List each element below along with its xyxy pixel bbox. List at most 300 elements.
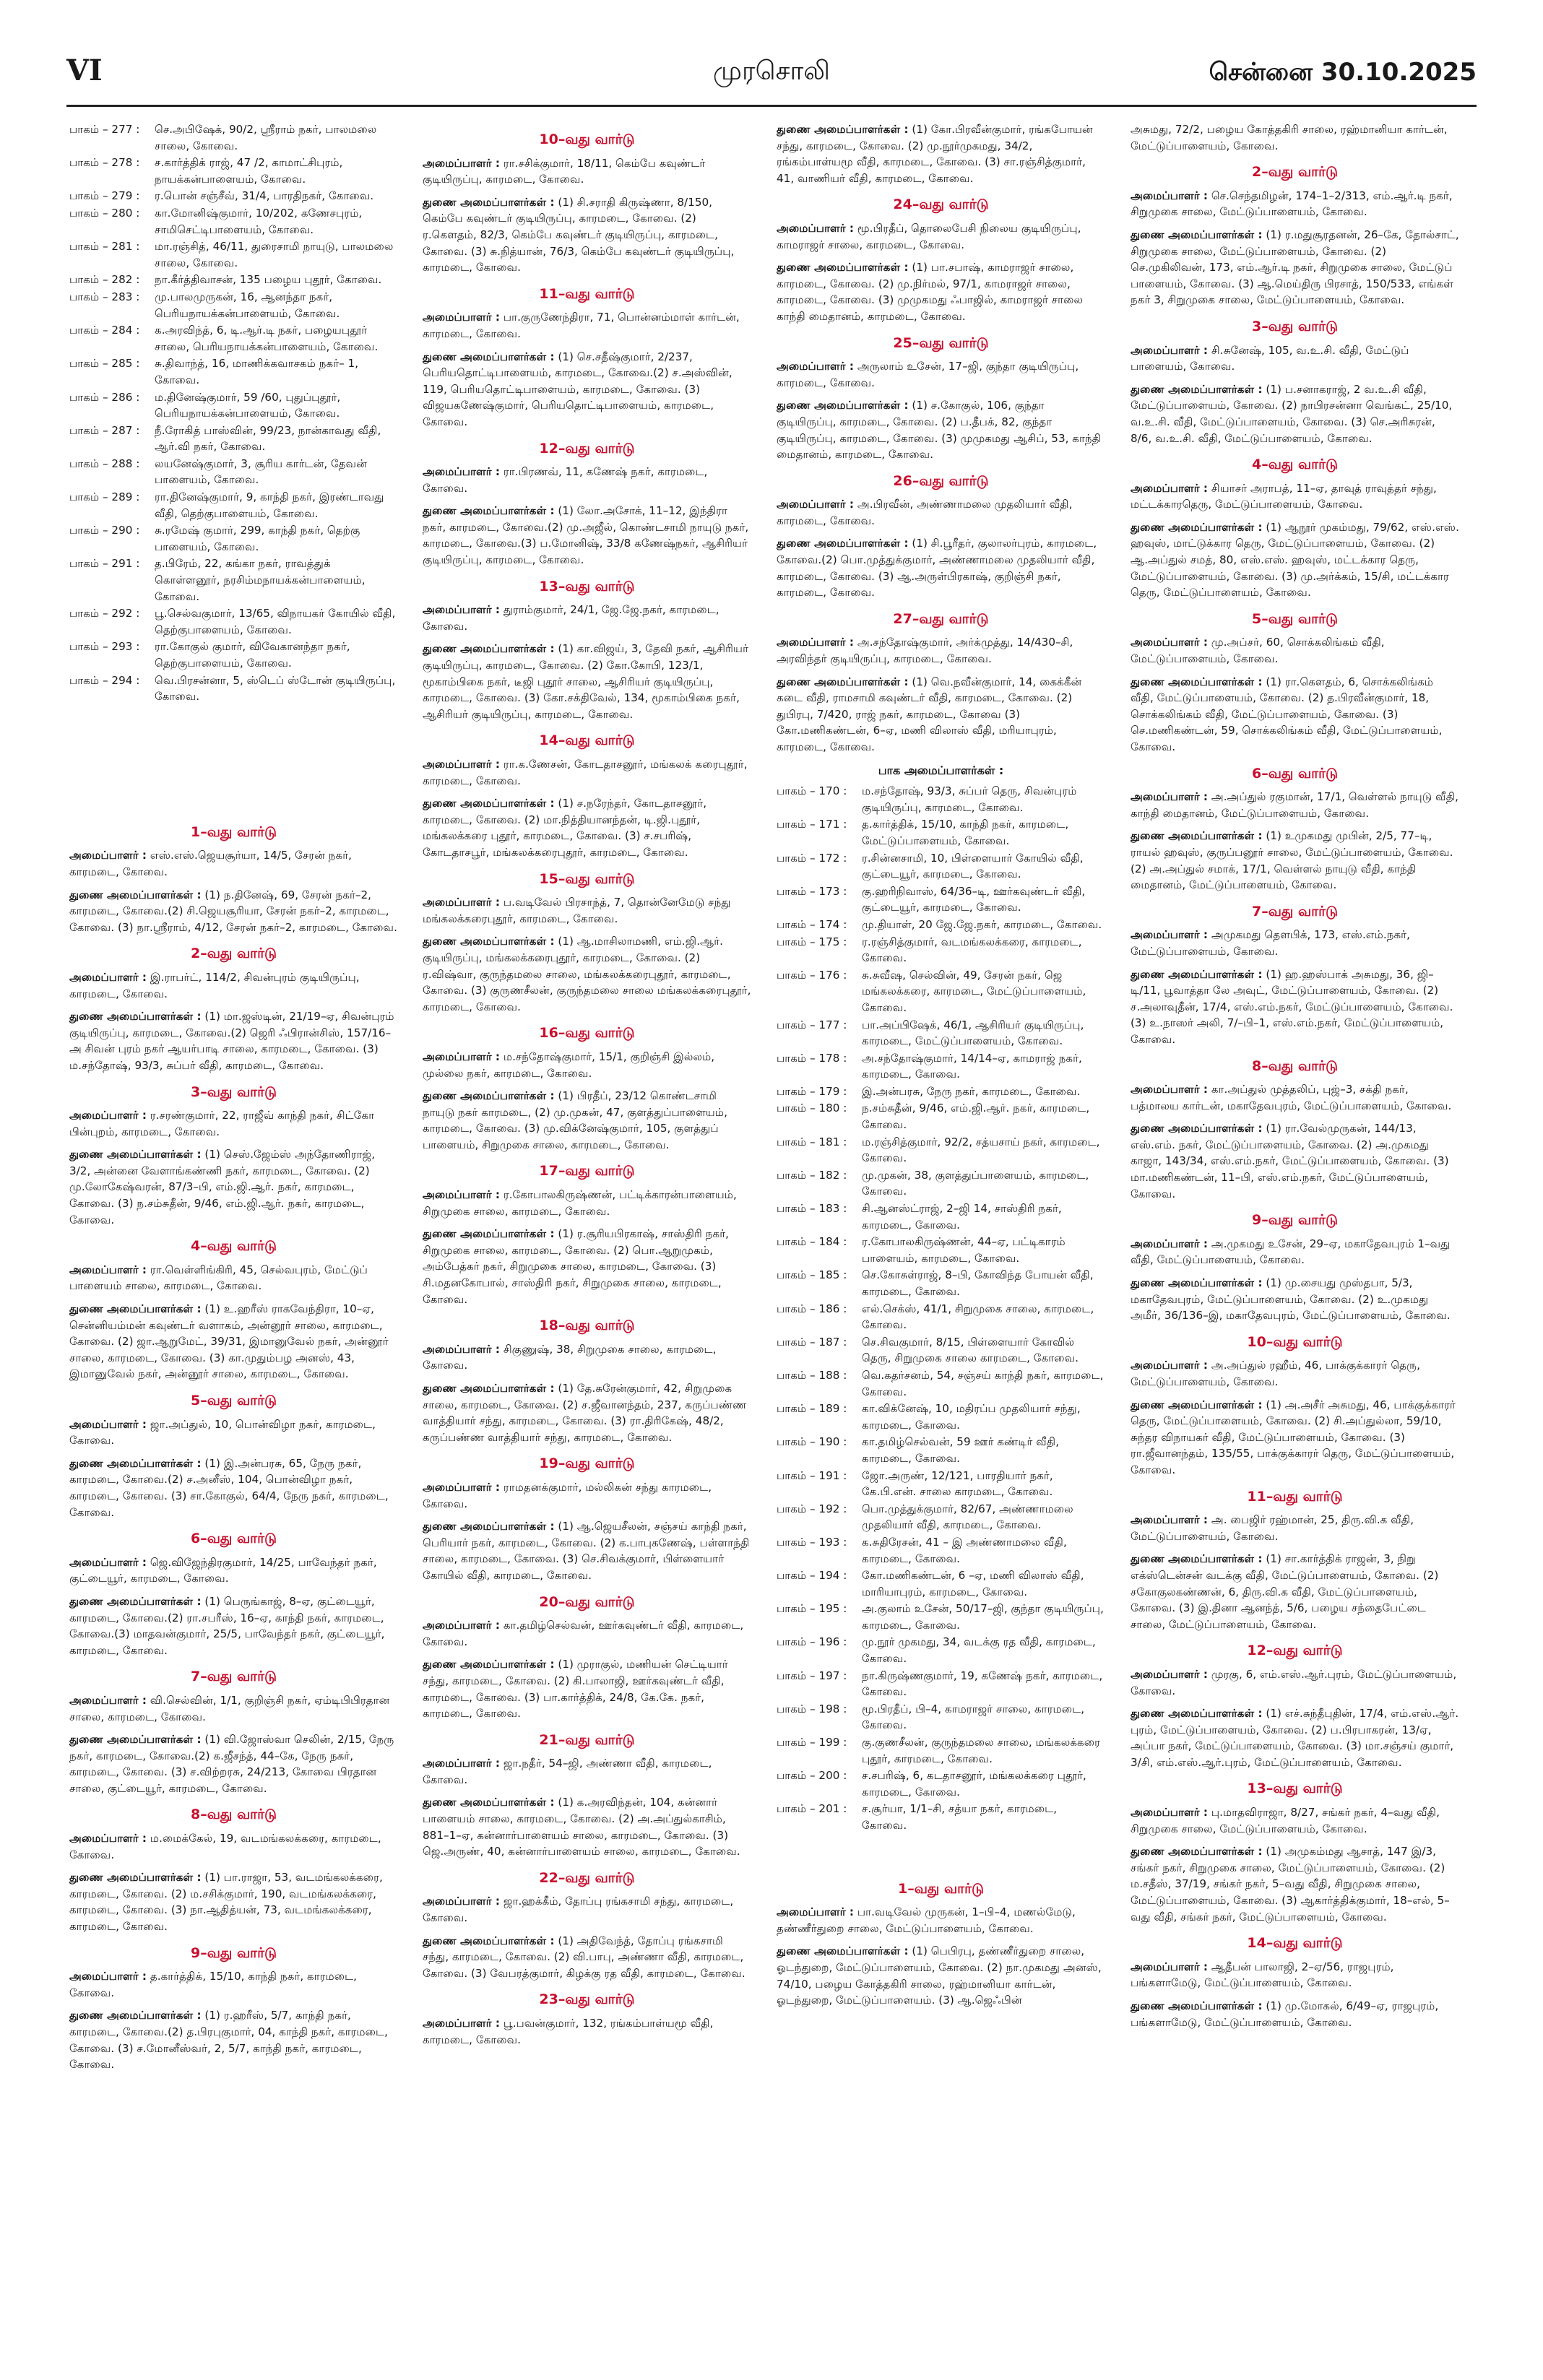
deputy-details: (1) ஆ.மாசிலாமணி, எம்.ஜி.ஆர். குடியிருப்பு, மங்கலக்கரைபுதூர், காரமடை, கோவை. (2) ர.விஷ்வா, குருந்தமலை சாலை, மங்கலக்கரைபுதூர், காரமடை, கோவை. (3) குருணசீலன், குருந்தமலை சாலை மங்கலக்கரைபுதூர், காரமடை, கோவை. — [423, 935, 751, 1013]
booth-entry — [777, 1534, 1105, 1567]
deputy-label: துணை அமைப்பாளர்கள் : — [1131, 1707, 1263, 1721]
organizer-label: அமைப்பாளர் : — [423, 1342, 501, 1356]
deputy-label: துணை அமைப்பாளர்கள் : — [1131, 382, 1263, 396]
deputy-details: (1) ரா.கௌதம், 6, சொக்கலிங்கம் வீதி, மேட்டுப்பாளையம், கோவை. (2) த.பிரவீன்குமார், 18, சொக்கலிங்கம் வீதி, மேட்டுப்பாளையம், கோவை. (3) செ.மணிகண்டன், 59, சொக்கலிங்கம் வீதி, மேட்டுப்பாளையம், கோவை. — [1131, 675, 1443, 753]
organizer-line — [69, 1107, 398, 1140]
booth-holder: கா.மோனிஷ்குமார், 10/202, கணேசபுரம், சாமிசெட்டிபாளையம், கோவை. — [155, 206, 363, 236]
organizer-line — [1131, 188, 1459, 220]
organizer-label: அமைப்பாளர் : — [423, 1050, 501, 1063]
organizer-details: பூ.பவன்குமார், 132, ரங்கம்பாள்யமூ வீதி, காரமடை, கோவை. — [423, 2017, 714, 2046]
organizer-line — [423, 309, 751, 342]
booth-number: பாகம் – 173 : — [777, 884, 847, 898]
organizer-details: சி.சுனேஷ், 105, வ.உ.சி. வீதி, மேட்டுப் பாளையம், கோவை. — [1131, 343, 1409, 373]
organizer-label: அமைப்பாளர் : — [69, 1417, 147, 1431]
organizer-label: அமைப்பாளர் : — [423, 758, 501, 771]
deputy-details: (1) சி.சராதி கிருஷ்ணா, 8/150, கெம்பே கவுண்டர் குடியிருப்பு, காரமடை, கோவை. (2) ர.கௌதம், 82/3, கெம்பே கவுண்டர் குடியிருப்பு, காரமடை, கோவை. (3) சு.நித்யான், 76/3, கெம்பே கவுண்டர் குடியிருப்பு, காரமடை, கோவை. — [423, 195, 735, 274]
booth-number: பாகம் – 290 : — [69, 524, 140, 537]
organizer-line — [1131, 1512, 1459, 1544]
ward-heading: 1–வது வார்டு — [898, 1880, 984, 1897]
organizer-line — [423, 1049, 751, 1081]
booth-holder: ர.கோபாலகிருஷ்ணன், 44–ஏ, பட்டிகாரம் பாளையம், காரமடை, கோவை. — [862, 1235, 1066, 1265]
organizer-details: ஜா.நதீர், 54–ஜி, அண்ணா வீதி, காரமடை, கோவை. — [423, 1757, 712, 1786]
deputy-label: துணை அமைப்பாளர்கள் : — [1131, 1552, 1263, 1566]
booth-entry — [69, 555, 398, 605]
organizer-details: பா.குருணேந்திரா, 71, பொன்னம்மாள் கார்டன், காரமடை, கோவை. — [423, 311, 740, 340]
city-date: சென்னை 30.10.2025 — [1209, 58, 1477, 87]
deputy-label: துணை அமைப்பாளர்கள் : — [69, 1456, 202, 1470]
ward-heading: 5–வது வார்டு — [1252, 610, 1338, 627]
booth-holder: சு.திவாந்த், 16, மாணிக்கவாசகம் நகர்– 1, கோவை. — [155, 357, 359, 386]
booth-holder: சி.ஆனஸ்ட்ராஜ், 2–ஜி 14, சாஸ்திரி நகர், காரமடை, கோவை. — [862, 1202, 1062, 1232]
organizer-line — [69, 969, 398, 1002]
ward-heading: 10–வது வார்டு — [539, 131, 635, 147]
deputy-details: (1) கா.விஜய், 3, தேவி நகர், ஆசிரியர் குடியிருப்பு, காரமடை, கோவை. (2) கோ.கோபி, 123/1, மூகாம்பிகை நகர், டீஜி புதூர் சாலை, ஆசிரியர் குடியிருப்பு, காரமடை, கோவை. (3) கோ.சக்திவேல், 134, மூகாம்பிகை நகர், ஆசிரியர் குடியிருப்பு, காரமடை, கோவை. — [423, 642, 749, 721]
deputy-organizers-line — [423, 1518, 751, 1583]
organizer-label: அமைப்பாளர் : — [69, 1970, 147, 1983]
organizer-details: ரா.சசிக்குமார், 18/11, கெம்பே கவுண்டர் குடியிருப்பு, காரமடை, கோவை. — [423, 156, 706, 186]
booth-number: பாகம் – 190 : — [777, 1435, 847, 1449]
booth-entry — [69, 155, 398, 187]
organizer-line — [69, 847, 398, 880]
organizer-label: அமைப்பாளர் : — [1131, 1513, 1209, 1527]
ward-heading: 14–வது வார்டு — [1247, 1935, 1343, 1952]
deputy-details: (1) இ.அன்பரசு, 65, நேரு நகர், காரமடை, கோவை.(2) ச.அனீஸ், 104, பொன்விழா நகர், காரமடை, கோவை. (3) சா.கோகுல், 64/4, நேரு நகர், காரமடை, கோவை. — [69, 1456, 389, 1519]
organizer-details: அ.அப்துல் ரஹீம், 46, பாக்குக்காரர் தெரு, மேட்டுப்பாளையம், கோவை. — [1131, 1359, 1420, 1388]
organizer-details: சியாசர் அராபத், 11–ஏ, தாவுத் ராவுத்தர் சந்து, மட்டக்காரதெரு, மேட்டுப்பாளையம், கோவை. — [1131, 481, 1437, 511]
deputy-organizers-line — [423, 795, 751, 860]
organizer-label: அமைப்பாளர் : — [423, 311, 501, 324]
deputy-label: துணை அமைப்பாளர்கள் : — [69, 1594, 202, 1608]
column-3 — [777, 121, 1105, 2353]
booth-holder: லயனேஷ்குமார், 3, சூரிய கார்டன், தேவன் பாளையம், கோவை. — [155, 456, 367, 487]
deputy-organizers-line — [423, 194, 751, 276]
deputy-label: துணை அமைப்பாளர்கள் : — [777, 537, 909, 550]
booth-entry — [777, 1601, 1105, 1633]
organizer-details: அ.அப்துல் ரகுமான், 17/1, வெள்ளல் நாயுடு வீதி, காந்தி மைதானம், மேட்டுப்பாளையம், கோவை. — [1131, 790, 1458, 820]
deputy-label: துணை அமைப்பாளர்கள் : — [1131, 1845, 1263, 1858]
booth-holder: ச.சூர்யா, 1/1–சி, சத்யா நகர், காரமடை, கோவை. — [862, 1802, 1058, 1832]
deputy-label: துணை அமைப்பாளர்கள் : — [423, 1520, 555, 1533]
deputy-label: துணை அமைப்பாளர்கள் : — [1131, 1122, 1263, 1135]
organizer-label: அமைப்பாளர் : — [1131, 1237, 1209, 1250]
organizer-line — [1131, 789, 1459, 821]
booth-entry — [777, 1468, 1105, 1500]
booth-entry — [777, 1434, 1105, 1466]
deputy-label: துணை அமைப்பாளர்கள் : — [423, 935, 555, 948]
deputy-organizers-line — [1131, 381, 1459, 446]
booth-number: பாகம் – 285 : — [69, 357, 140, 371]
organizer-line — [1131, 1236, 1459, 1268]
deputy-details: (1) சி.பூரீதர், குலாலர்புரம், காரமடை, கோவை.(2) பொ.முத்துக்குமார், அண்ணாமலை முதலியார் வீதி, காரமடை, கோவை. (3) ஆ.அருள்பிரகாஷ், குறிஞ்சி நகர், காரமடை, கோவை. — [777, 537, 1097, 600]
booth-entry — [69, 423, 398, 455]
deputy-details: (1) பெபிரபு, தண்ணீர்துறை சாலை, ஓடந்துறை, மேட்டுப்பாளையம், கோவை. (2) நா.முகமது அனஸ், 74/10, பழைய கோத்தகிரி சாலை, ரஹ்மானியா கார்டன், ஓடந்துறை, மேட்டுப்பாளையம். (3) ஆ.ஜெஃபின் — [777, 1944, 1102, 2007]
booth-number: பாகம் – 183 : — [777, 1202, 847, 1216]
booth-holder: செ.சிவகுமார், 8/15, பிள்ளையார் கோவில் தெரு, சிறுமுகை சாலை காரமடை, கோவை. — [862, 1335, 1079, 1365]
booth-number: பாகம் – 179 : — [777, 1084, 847, 1098]
deputy-organizers-line — [1131, 1397, 1459, 1479]
deputy-details: (1) ர.சூரியபிரகாஷ், சாஸ்திரி நகர், சிறுமுகை சாலை, காரமடை, கோவை. (2) பொ.ஆறுமுகம், அம்பேத்கர் நகர், சிறுமுகை சாலை, காரமடை, கோவை. (3) சி.மதனகோபால், சாஸ்திரி நகர், சிறுமுகை சாலை, காரமடை, கோவை. — [423, 1227, 730, 1306]
ward-heading: 21–வது வார்டு — [539, 1731, 635, 1748]
ward-heading: 12–வது வார்டு — [1247, 1643, 1343, 1659]
organizer-details: அ. பைஜிர் ரஹ்மான், 25, திரு.வி.க வீதி, மேட்டுப்பாளையம், கோவை. — [1131, 1513, 1414, 1543]
booth-entry — [777, 1634, 1105, 1666]
booth-holder: கு.குணசீலன், குருந்தமலை சாலை, மங்கலக்கரை புதூர், காரமடை, கோவை. — [862, 1736, 1100, 1765]
booth-number: பாகம் – 192 : — [777, 1502, 847, 1515]
organizer-line — [423, 1341, 751, 1374]
booth-holder: செ.கோசுள்ராஜ், 8–பி, கோவிந்த போயன் வீதி, காரமடை, கோவை. — [862, 1268, 1094, 1298]
booth-entry — [777, 1050, 1105, 1083]
booth-entry — [777, 1017, 1105, 1050]
deputy-details: (1) அ.அசீர் அசுமது, 46, பாக்குக்காரர் தெரு, மேட்டுப்பாளையம், கோவை. (2) சி.அப்துல்லா, 59/10, சுந்தர விநாயகர் வீதி, மேட்டுப்பாளையம், கோவை. (3) ரா.ஜீவானந்தம், 135/55, பாக்குக்காரர் தெரு, மேட்டுப்பாளையம், கோவை. — [1131, 1398, 1456, 1476]
booth-entry — [777, 1701, 1105, 1734]
deputy-organizers-line — [423, 503, 751, 568]
masthead — [0, 0, 1543, 94]
organizer-label: அமைப்பாளர் : — [423, 465, 501, 479]
deputy-label: துணை அமைப்பாளர்கள் : — [1131, 520, 1263, 534]
booth-holder: நா.கீர்த்திவாசன், 135 பழைய புதூர், கோவை. — [155, 273, 382, 287]
column-2 — [423, 121, 751, 2353]
booth-organizers-heading: பாக அமைப்பாளர்கள் : — [878, 763, 1004, 777]
booth-number: பாகம் – 284 : — [69, 324, 140, 337]
deputy-details: (1) மா.ஜஸ்டின், 21/19–ஏ, சிவன்புரம் குடியிருப்பு, காரமடை, கோவை.(2) ஜெரி ஃபிரான்சிஸ், 157/16–அ சிவன் புரம் நகர் ஆயர்பாடி சாலை, காரமடை, கோவை. (3) ம.சந்தோஷ், 93/3, சுப்பர் வீதி, காரமடை, கோவை. — [69, 1010, 394, 1072]
organizer-label: அமைப்பாளர் : — [1131, 481, 1209, 495]
deputy-label: துணை அமைப்பாளர்கள் : — [423, 1089, 555, 1103]
deputy-details: (1) பெருங்காஜ், 8–ஏ, குட்டையூர், காரமடை, கோவை.(2) ரா.சபரீஸ், 16–ஏ, காந்தி நகர், காரமடை, கோவை.(3) மாதவன்குமார், 25/5, பாவேந்தர் நகர், குட்டையூர், காரமடை, கோவை. — [69, 1594, 385, 1657]
booth-entry — [777, 1167, 1105, 1200]
booth-number: பாகம் – 286 : — [69, 390, 140, 404]
organizer-line — [423, 756, 751, 789]
newspaper-name: முரசொலி — [713, 56, 830, 86]
deputy-details: (1) செ.சதீஷ்குமார், 2/237, பெரியதொட்டிபாளையம், காரமடை, கோவை.(2) ச.அஸ்வின், 119, பெரியதொட்டிபாளையம், காரமடை, கோவை. (3) விஜயகணேஷ்குமார், பெரியதொட்டிபாளையம், காரமடை, கோவை. — [423, 350, 732, 428]
booth-holder: இ.அன்பரசு, நேரு நகர், காரமடை, கோவை. — [862, 1084, 1081, 1098]
booth-entry — [777, 1267, 1105, 1299]
organizer-line — [777, 634, 1105, 667]
booth-holder: ச.கார்த்திக் ராஜ், 47 /2, காமாட்சிபுரம், நாயக்கன்பாளையம், கோவை. — [155, 156, 343, 186]
deputy-organizers-line — [1131, 1551, 1459, 1632]
deputy-organizers-line — [1131, 674, 1459, 756]
organizer-line — [69, 1262, 398, 1294]
organizer-line — [1131, 342, 1459, 375]
booth-holder: கு.ஹரிநிவாஸ், 64/36–டி, ஊர்கவுண்டர் வீதி, குட்டையூர், காரமடை, கோவை. — [862, 884, 1086, 914]
deputy-organizers-line — [423, 933, 751, 1015]
organizer-line — [423, 1479, 751, 1512]
booth-entry — [69, 489, 398, 522]
section-spacer — [69, 706, 398, 814]
organizer-line — [777, 1904, 1105, 1937]
ward-heading: 10–வது வார்டு — [1247, 1333, 1343, 1350]
booth-number: பாகம் – 199 : — [777, 1736, 847, 1749]
organizer-label: அமைப்பாளர் : — [777, 221, 855, 235]
deputy-details: (1) அதிவேந்த், தோப்பு ரங்கசாமி சந்து, காரமடை, கோவை. (2) வி.பாபு, அண்ணா வீதி, காரமடை, கோவை. (3) வேபரத்குமார், கிழக்கு ரத வீதி, காரமடை, கோவை. — [423, 1934, 745, 1980]
deputy-organizers-line — [423, 1226, 751, 1307]
organizer-label: அமைப்பாளர் : — [69, 970, 147, 984]
booth-number: பாகம் – 287 : — [69, 423, 140, 437]
booth-number: பாகம் – 185 : — [777, 1268, 847, 1282]
header-divider — [66, 105, 1477, 107]
booth-entry — [777, 917, 1105, 933]
ward-heading: 20–வது வார்டு — [539, 1593, 635, 1610]
organizer-label: அமைப்பாளர் : — [423, 896, 501, 909]
organizer-details: கா.தமிழ்செல்வன், ஊர்கவுண்டர் வீதி, காரமடை, கோவை. — [423, 1619, 744, 1648]
deputy-organizers-line — [423, 1794, 751, 1859]
ward-heading: 17–வது வார்டு — [539, 1163, 635, 1180]
booth-entry — [777, 1567, 1105, 1600]
organizer-line — [777, 220, 1105, 253]
ward-heading: 6–வது வார்டு — [191, 1531, 277, 1547]
deputy-details: (1) பா.ராஜா, 53, வடமங்கலக்கரை, காரமடை, கோவை. (2) ம.சசிக்குமார், 190, வடமங்கலக்கரை, காரமடை, கோவை. (3) நா.ஆதித்யன், 73, வடமங்கலக்கரை, காரமடை, கோவை. — [69, 1871, 383, 1934]
booth-entry — [777, 1301, 1105, 1333]
deputy-organizers-line — [423, 1933, 751, 1982]
deputy-organizers-line — [777, 1943, 1105, 2008]
organizer-label: அமைப்பாளர் : — [1131, 1667, 1209, 1681]
deputy-organizers-line — [777, 397, 1105, 462]
deputy-organizers-line — [777, 674, 1105, 756]
organizer-label: அமைப்பாளர் : — [1131, 790, 1209, 804]
booth-holder: வெ.பிரசன்னா, 5, ஸ்டெப் ஸ்டோன் குடியிருப்பு, கோவை. — [155, 673, 396, 704]
organizer-label: அமைப்பாளர் : — [1131, 1960, 1209, 1973]
organizer-details: ம.சந்தோஷ்குமார், 15/1, குறிஞ்சி இல்லம், முல்லை நகர், காரமடை, கோவை. — [423, 1050, 715, 1080]
ward-heading: 6–வது வார்டு — [1252, 765, 1338, 782]
organizer-details: ஜா.ஹக்கீம், தோப்பு ரங்கசாமி சந்து, காரமடை, கோவை. — [423, 1895, 734, 1925]
organizer-label: அமைப்பாளர் : — [1131, 189, 1209, 202]
organizer-line — [69, 1830, 398, 1863]
deputy-details: (1) ஹ.ஹஸ்பாக் அசுமது, 36, ஜி–டி/11, பூவாத்தா லே அவுட், மேட்டுப்பாளையம், கோவை. (2) ச.அலாவுதீன், 17/4, எஸ்.எம்.நகர், மேட்டுப்பாளையம், கோவை. (3) உ.நாஸர் அலி, 7/–பி–1, எஸ்.எம்.நகர், மேட்டுப்பாளையம், கோவை. — [1131, 967, 1453, 1046]
deputy-organizers-line — [423, 1088, 751, 1153]
booth-holder: நா.கிருஷ்ணகுமார், 19, கணேஷ் நகர், காரமடை, கோவை. — [862, 1669, 1103, 1699]
booth-number: பாகம் – 282 : — [69, 273, 140, 287]
organizer-label: அமைப்பாளர் : — [1131, 1359, 1209, 1372]
deputy-details: (1) சா.கார்த்திக் ராஜன், 3, நிறு எக்ஸ்டென்சன் வடக்கு வீதி, மேட்டுப்பாளையம், கோவை. (2) சகோகுலகண்ணன், 6, திரு.வி.க வீதி, மேட்டுப்பாளையம், கோவை. (3) இ.தினா ஆனந்த், 5/6, பழைய சந்தைபேட்டை சாலை, மேட்டுப்பாளையம், கோவை. — [1131, 1552, 1439, 1631]
organizer-label: அமைப்பாளர் : — [69, 1263, 147, 1276]
deputy-details: (1) வெ.நவீன்குமார், 14, கைக்கீன் கடை வீதி, ராமசாமி கவுண்டர் வீதி, காரமடை, கோவை. (2) துபிரபு, 7/420, ராஜ் நகர், காரமடை, கோவை (3) கோ.மணிகண்டன், 6–ஏ, மணி விலாஸ் வீதி, மரியாபுரம், காரமடை, கோவை. — [777, 675, 1082, 753]
deputy-details: (1) உமுகமது முபின், 2/5, 77–டி, ராயல் ஹவுஸ், குருப்பனூர் சாலை, மேட்டுப்பாளையம், கோவை. (2) அ.அப்துல் சமாக், 17/1, வெள்ளல் நாயுடு வீதி, காந்தி மைதானம், மேட்டுப்பாளையம், கோவை. — [1131, 829, 1453, 892]
ward-heading: 22–வது வார்டு — [539, 1869, 635, 1886]
organizer-details: அ.சந்தோஷ்குமார், அர்க்முத்து, 14/430–சி, அரவிந்தர் குடியிருப்பு, காரமடை, கோவை. — [777, 636, 1073, 666]
organizer-details: பா.வடிவேல் முருகன், 1–பி–4, மணல்மேடு, தண்ணீர்துறை சாலை, மேட்டுப்பாளையம், கோவை. — [777, 1905, 1076, 1935]
booth-entry — [777, 1083, 1105, 1100]
booth-number: பாகம் – 186 : — [777, 1302, 847, 1315]
organizer-line — [1131, 1081, 1459, 1114]
organizer-line — [423, 464, 751, 496]
deputy-organizers-line — [1131, 1120, 1459, 1202]
organizer-line — [423, 894, 751, 927]
deputy-label: துணை அமைப்பாளர்கள் : — [1131, 829, 1263, 843]
booth-number: பாகம் – 175 : — [777, 935, 847, 948]
deputy-label: துணை அமைப்பாளர்கள் : — [69, 2009, 202, 2022]
deputy-organizers-line — [1131, 227, 1459, 308]
booth-holder: சு.சுவீஷ, செல்வின், 49, சேரன் நகர், ஜெ மங்கலக்கரை, காரமடை, மேட்டுப்பாளையம், கோவை. — [862, 968, 1086, 1014]
deputy-label: துணை அமைப்பாளர்கள் : — [1131, 228, 1263, 241]
booth-number: பாகம் – 291 : — [69, 557, 140, 571]
deputy-organizers-line — [69, 1593, 398, 1658]
booth-entry — [777, 1734, 1105, 1767]
booth-entry — [777, 883, 1105, 916]
organizer-line — [1131, 1959, 1459, 1991]
organizer-details: ர.கோபாலகிருஷ்ணன், பட்டிக்காரன்பாளையம், சிறுமுகை சாலை, காரமடை, கோவை. — [423, 1188, 737, 1218]
booth-number: பாகம் – 292 : — [69, 607, 140, 620]
section-spacer — [777, 1835, 1105, 1871]
ward-heading: 4–வது வார்டு — [1252, 456, 1338, 473]
organizer-label: அமைப்பாளர் : — [69, 1109, 147, 1122]
deputy-label: துணை அமைப்பாளர்கள் : — [69, 1733, 202, 1747]
ward-heading: 11–வது வார்டு — [539, 285, 635, 302]
ward-heading: 19–வது வார்டு — [539, 1455, 635, 1472]
organizer-label: அமைப்பாளர் : — [69, 1555, 147, 1569]
deputy-organizers-line — [69, 1008, 398, 1073]
organizer-details: இ.ராபர்ட், 114/2, சிவன்புரம் குடியிருப்பு, காரமடை, கோவை. — [69, 970, 360, 1000]
organizer-details: அ.முகமது உசேன், 29–ஏ, மகாதேவபுரம் 1–வது வீதி, மேட்டுப்பாளையம், கோவை. — [1131, 1237, 1451, 1267]
ward-heading: 3–வது வார்டு — [191, 1083, 277, 1100]
booth-holder: கோ.மணிகண்டன், 6 –ஏ, மணி விலாஸ் வீதி, மாரியாபுரம், காரமடை, கோவை. — [862, 1569, 1084, 1598]
ward-heading: 25–வது வார்டு — [893, 334, 989, 351]
booth-number: பாகம் – 174 : — [777, 917, 847, 931]
booth-holder: ஜோ.அருண், 12/121, பாரதியார் நகர், கே.பி.என். சாலை காரமடை, கோவை. — [862, 1468, 1053, 1499]
deputy-label: துணை அமைப்பாளர்கள் : — [777, 261, 909, 274]
booth-entry — [777, 1801, 1105, 1833]
deputy-details: (1) பிரதீப், 23/12 கொண்டசாமி நாயுடு நகர் காரமடை, (2) மு.முகன், 47, குளத்துப்பாளையம், காரமடை, கோவை. (3) மு.விக்னேஷ்குமார், 105, குளத்துப் பாளையம், சிறுமுகை சாலை, காரமடை, கோவை. — [423, 1089, 727, 1151]
deputy-details: (1) செஸ்.ஜேம்ஸ் அந்தோணிராஜ், 3/2, அன்னை வேளாங்கண்ணி நகர், காரமடை, கோவை. (2) மு.லோகேஷ்வரன், 87/3–பி, எம்.ஜி.ஆர். நகர், காரமடை, கோவை. (3) ந.சம்சுதீன், 9/46, எம்.ஜி.ஆர். நகர், காரமடை, கோவை. — [69, 1148, 376, 1226]
ward-heading: 5–வது வார்டு — [191, 1393, 277, 1408]
organizer-details: கா.அப்துல் முத்தலிப், புஜ்–3, சக்தி நகர், பத்மாலய கார்டன், மகாதேவபுரம், மேட்டுப்பாளையம், கோவை. — [1131, 1083, 1452, 1112]
deputy-label: துணை அமைப்பாளர்கள் : — [423, 1658, 555, 1671]
deputy-label: துணை அமைப்பாளர்கள் : — [69, 1871, 202, 1884]
booth-number: பாகம் – 191 : — [777, 1468, 847, 1482]
booth-number: பாகம் – 195 : — [777, 1602, 847, 1616]
booth-entry — [777, 934, 1105, 966]
organizer-label: அமைப்பாளர் : — [423, 1480, 501, 1494]
booth-holder: கா.விக்னேஷ், 10, மதிரப்ப முதலியார் சந்து, காரமடை, கோவை. — [862, 1402, 1081, 1432]
ward-heading: 13–வது வார்டு — [1247, 1780, 1343, 1797]
deputy-organizers-line — [423, 1656, 751, 1721]
booth-entry — [69, 322, 398, 355]
deputy-details: (1) க.அரவிந்தன், 104, கன்னார் பாளையம் சாலை, காரமடை, கோவை. (2) அ.அப்துல்காசிம், 881–1–ஏ, கன்னார்பாளையம் சாலை, காரமடை, கோவை. (3) ஜெ.அருண், 40, கன்னார்பாளையம் சாலை, காரமடை, கோவை. — [423, 1796, 740, 1858]
deputy-organizers-line — [1131, 1705, 1459, 1770]
organizer-label: அமைப்பாளர் : — [777, 498, 855, 511]
booth-holder: ர.பொன் சஞ்சீவ், 31/4, பாரதிநகர், கோவை. — [155, 189, 374, 203]
booth-holder: மு.பாலமுருகன், 16, ஆனந்தா நகர், பெரியநாயக்கன்பாளையம், கோவை. — [155, 290, 340, 320]
booth-number: பாகம் – 281 : — [69, 240, 140, 254]
organizer-line — [69, 1554, 398, 1587]
organizer-details: ம.மைக்கேல், 19, வடமங்கலக்கரை, காரமடை, கோவை. — [69, 1832, 381, 1861]
deputy-details: (1) வி.ஜோஸ்வா செலின், 2/15, நேரு நகர், காரமடை, கோவை.(2) க.ஜீசந்த், 44–கே, நேரு நகர், காரமடை, கோவை. (3) ச.விற்றரசு, 24/213, கோவை பிரதான சாலை, குட்டையூர், காரமடை, கோவை. — [69, 1733, 394, 1795]
organizer-label: அமைப்பாளர் : — [1131, 636, 1209, 649]
booth-entry — [777, 1100, 1105, 1133]
ward-heading: 8–வது வார்டு — [191, 1806, 277, 1823]
booth-entry — [69, 522, 398, 555]
organizer-details: ர.சரண்குமார், 22, ராஜீவ் காந்தி நகர், சிட்கோ பின்புறம், காரமடை, கோவை. — [69, 1109, 375, 1138]
booth-holder: கா.தமிழ்செல்வன், 59 ஊர் கண்டிர் வீதி, காரமடை, கோவை. — [862, 1435, 1060, 1465]
deputy-label: துணை அமைப்பாளர்கள் : — [69, 1010, 202, 1024]
booth-number: பாகம் – 172 : — [777, 851, 847, 865]
booth-number: பாகம் – 293 : — [69, 640, 140, 654]
deputy-label: துணை அமைப்பாளர்கள் : — [777, 399, 909, 412]
booth-entry — [777, 816, 1105, 849]
booth-holder: ரா.தினேஷ்குமார், 9, காந்தி நகர், இரண்டாவது வீதி, தெற்குபாளையம், கோவை. — [155, 490, 384, 520]
booth-holder: மு.முகன், 38, குளத்துப்பாளையம், காரமடை, கோவை. — [862, 1168, 1089, 1198]
booth-entry — [777, 1767, 1105, 1800]
deputy-label: துணை அமைப்பாளர்கள் : — [777, 675, 909, 688]
deputy-details: (1) ந.தினேஷ், 69, சேரன் நகர்–2, காரமடை, கோவை.(2) சி.ஜெயசூரியா, சேரன் நகர்–2, காரமடை, கோவை. (3) நா.ஸ்ரீராம், 4/12, சேரன் நகர்–2, காரமடை, கோவை. — [69, 888, 397, 934]
organizer-line — [423, 2015, 751, 2048]
booth-entry — [777, 1334, 1105, 1367]
booth-number: பாகம் – 193 : — [777, 1535, 847, 1549]
deputy-organizers-line — [69, 1455, 398, 1520]
organizer-details: ஆதீபன் பாலாஜி, 2–ஏ/56, ராஜபுரம், பங்களாமேடு, மேட்டுப்பாளையம், கோவை. — [1131, 1960, 1394, 1990]
organizer-details: ப.வடிவேல் பிரசாந்த், 7, தொன்னேமேடு சந்து மங்கலக்கரைபுதூர், காரமடை, கோவை. — [423, 896, 731, 925]
booth-number: பாகம் – 181 : — [777, 1135, 847, 1148]
organizer-line — [69, 1968, 398, 2001]
deputy-organizers-line — [1131, 1275, 1459, 1324]
booth-number: பாகம் – 280 : — [69, 206, 140, 220]
organizer-line — [423, 1755, 751, 1788]
deputy-label: துணை அமைப்பாளர்கள் : — [1131, 1276, 1263, 1290]
booth-holder: செ.அபிஷேக், 90/2, ஸ்ரீராம் நகர், பாலமலை சாலை, கோவை. — [155, 123, 377, 152]
deputy-details: (1) தே.சுரேன்குமார், 42, சிறுமுகை சாலை, காரமடை, கோவை. (2) ச.ஜீவானந்தம், 237, கருப்பண்ண வாத்தியார் சந்து, காரமடை, கோவை. (3) ரா.திரிகேஷ், 48/2, கருப்பண்ண வாத்தியார் சந்து, காரமடை, கோவை. — [423, 1382, 747, 1444]
deputy-label: துணை அமைப்பாளர்கள் : — [423, 1227, 555, 1241]
deputy-label: துணை அமைப்பாளர்கள் : — [69, 1148, 202, 1161]
deputy-organizers-line — [777, 535, 1105, 600]
booth-number: பாகம் – 184 : — [777, 1235, 847, 1249]
deputy-details: (1) ர.ஹரீஸ், 5/7, காந்தி நகர், காரமடை, கோவை.(2) த.பிரபுகுமார், 04, காந்தி நகர், காரமடை, கோவை. (3) ச.மோனீஸ்வர், 2, 5/7, காந்தி நகர், காரமடை, கோவை. — [69, 2009, 388, 2072]
booth-entry — [777, 850, 1105, 883]
booth-entry — [69, 389, 398, 422]
deputy-label: துணை அமைப்பாளர்கள் : — [423, 1382, 555, 1395]
booth-number: பாகம் – 289 : — [69, 490, 140, 504]
deputy-details: (1) முராகுல், மணியன் செட்டியார் சந்து, காரமடை, கோவை. (2) கி.பாலாஜி, ஊர்கவுண்டர் வீதி, காரமடை, கோவை. (3) பா.கார்த்திக், 24/8, கே.கே. நகர், காரமடை, கோவை. — [423, 1658, 728, 1721]
organizer-details: மு.அப்சர், 60, சொக்கலிங்கம் வீதி, மேட்டுப்பாளையம், கோவை. — [1131, 636, 1385, 666]
deputy-organizers-line — [1131, 1843, 1459, 1925]
organizer-label: அமைப்பாளர் : — [69, 1832, 147, 1845]
organizer-details: அமுகமது தௌபிக், 173, எஸ்.எம்.நகர், மேட்டுப்பாளையம், கோவை. — [1131, 928, 1410, 958]
booth-number: பாகம் – 182 : — [777, 1168, 847, 1182]
deputy-label: துணை அமைப்பாளர்கள் : — [423, 350, 555, 363]
booth-number: பாகம் – 171 : — [777, 818, 847, 831]
organizer-label: அமைப்பாளர் : — [423, 1188, 501, 1202]
deputy-organizers-line — [1131, 828, 1459, 893]
organizer-line — [777, 496, 1105, 529]
deputy-label: துணை அமைப்பாளர்கள் : — [1131, 1999, 1263, 2012]
organizer-details: துராம்குமார், 24/1, ஜே.ஜே.நகர், காரமடை, கோவை. — [423, 603, 719, 633]
booth-entry — [69, 238, 398, 271]
ward-heading: 15–வது வார்டு — [539, 870, 635, 887]
ward-heading: 12–வது வார்டு — [539, 440, 635, 456]
booth-holder: அ.குலாம் உசேன், 50/17–ஜி, குந்தா குடியிருப்பு, காரமடை, கோவை. — [862, 1602, 1104, 1632]
organizer-label: அமைப்பாளர் : — [777, 636, 855, 649]
deputy-details: (1) மு.மோகல், 6/49–ஏ, ராஜபுரம், பங்களாமேடு, மேட்டுப்பாளையம், கோவை. — [1131, 1999, 1439, 2029]
organizer-line — [69, 1692, 398, 1725]
booth-holder: ம.சந்தோஷ், 93/3, சுப்பர் தெரு, சிவன்புரம் குடியிருப்பு, காரமடை, கோவை. — [862, 784, 1077, 814]
booth-entry — [69, 605, 398, 638]
booth-number: பாகம் – 201 : — [777, 1802, 847, 1816]
booth-entry — [777, 1401, 1105, 1433]
deputy-organizers-line — [423, 349, 751, 430]
organizer-line — [69, 1416, 398, 1449]
booth-entry — [777, 783, 1105, 815]
organizer-details: ரா.வெள்ளிங்கிரி, 45, செல்வபுரம், மேட்டுப் பாளையம் சாலை, காரமடை, கோவை. — [69, 1263, 368, 1293]
ward-heading: 7–வது வார்டு — [1252, 903, 1338, 919]
deputy-organizers-line — [423, 1380, 751, 1445]
booth-holder: ம.தினேஷ்குமார், 59 /60, புதுப்புதூர், பெரியநாயக்கன்பாளையம், கோவை. — [155, 390, 341, 420]
deputy-details: (1) எச்.சுந்தீபுதின், 17/4, எம்.எஸ்.ஆர். புரம், மேட்டுப்பாளையம், கோவை. (2) ப.பிரபாகரன், 13/ஏ, அப்பா நகர், மேட்டுப்பாளையம், கோவை. (3) மா.சஞ்சய் குமார், 3/சி, எம்.எஸ்.ஆர்.புரம், மேட்டுப்பாளையம், கோவை. — [1131, 1707, 1459, 1769]
organizer-details: ஜெ.விஜேந்திரகுமார், 14/25, பாவேந்தர் நகர், குட்டையூர், காரமடை, கோவை. — [69, 1555, 377, 1585]
deputy-label: துணை அமைப்பாளர்கள் : — [69, 888, 202, 901]
ward-heading: 7–வது வார்டு — [191, 1669, 277, 1685]
deputy-organizers-line — [69, 2007, 398, 2072]
organizer-details: அருலாம் உசேன், 17–ஜி, குந்தா குடியிருப்பு, காரமடை, கோவை. — [777, 360, 1079, 389]
organizer-details: மூ.பிரதீப், தொலைபேசி நிலைய குடியிருப்பு, காமராஜர் சாலை, காரமடை, கோவை. — [777, 221, 1081, 251]
deputy-label: துணை அமைப்பாளர்கள் : — [423, 504, 555, 518]
organizer-line — [423, 1187, 751, 1219]
